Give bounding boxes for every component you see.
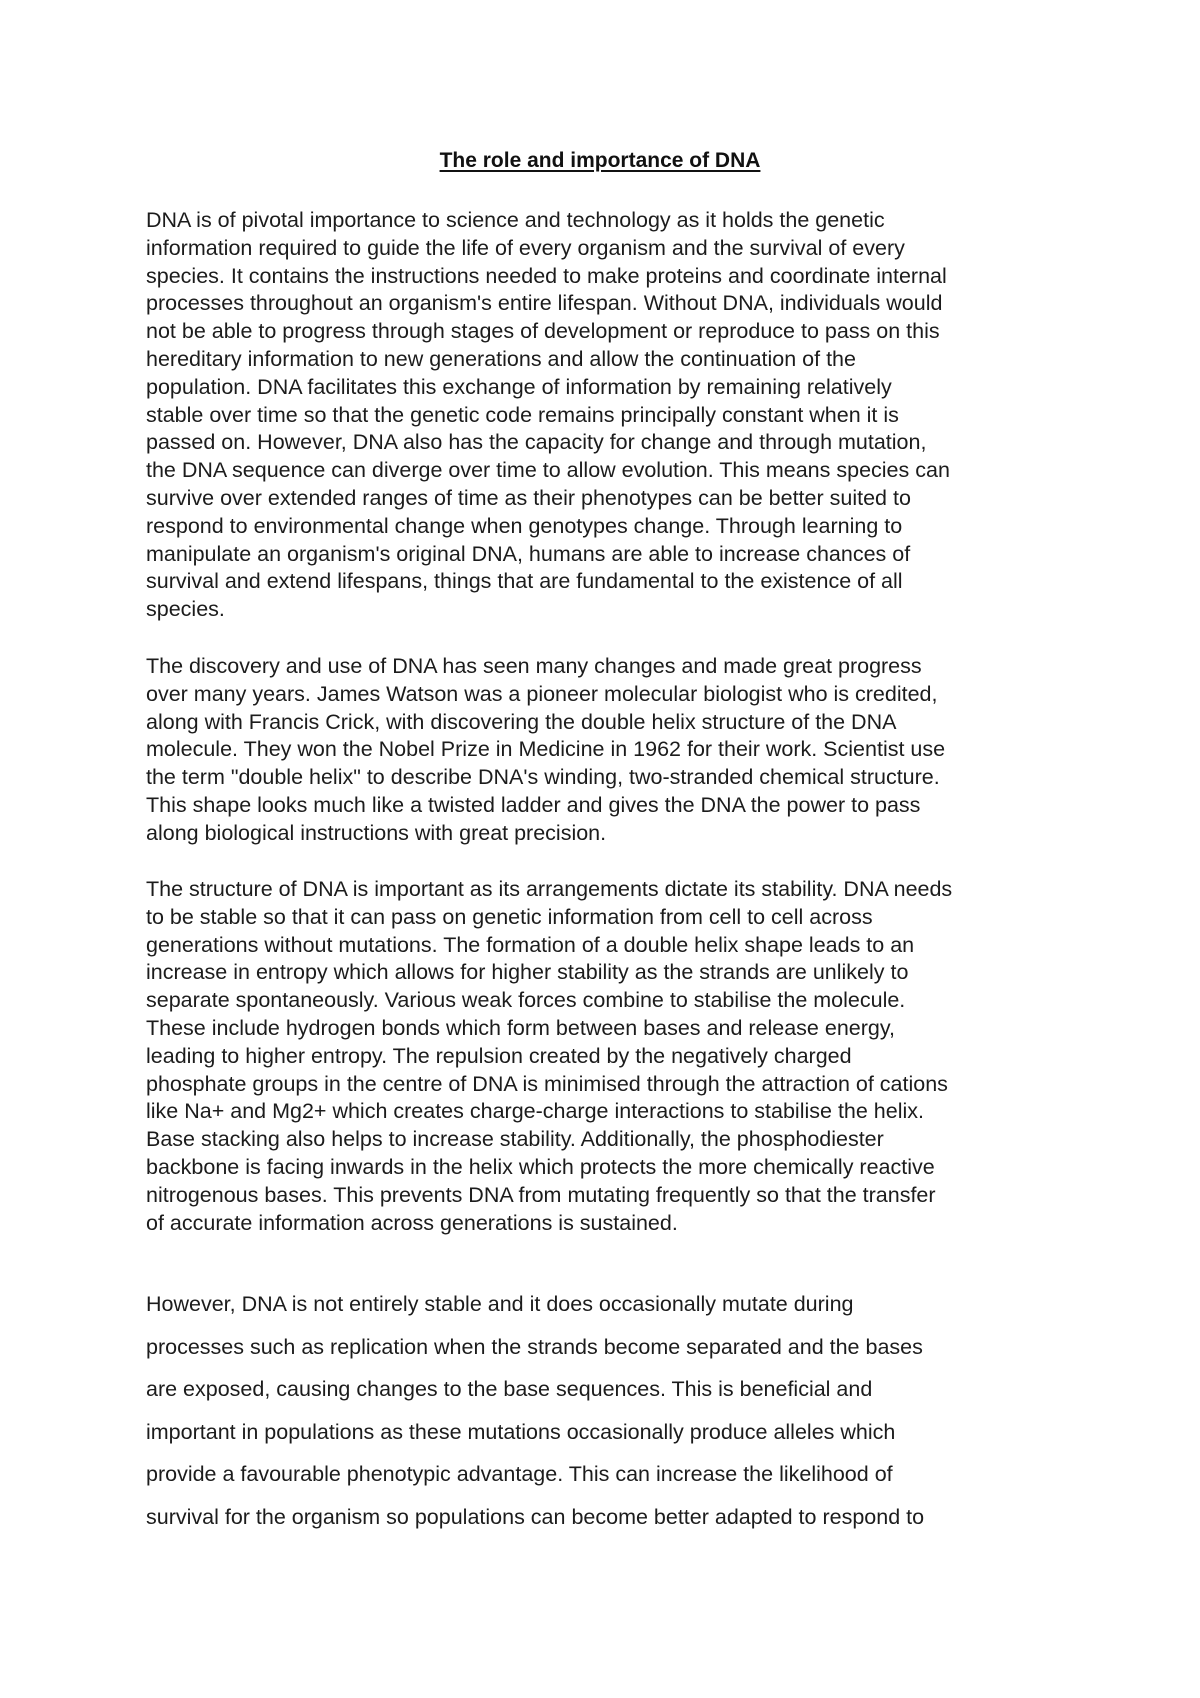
text-line: the term "double helix" to describe DNA's winding, two-stranded chemical structure. [146,765,940,790]
text-line: manipulate an organism's original DNA, humans are able to increase chances of [146,541,911,566]
text-line: generations without mutations. The formation of a double helix shape leads to an [146,932,915,957]
document-title: The role and importance of DNA [439,149,761,172]
text-line: are exposed, causing changes to the base sequences. This is beneficial and [146,1377,873,1402]
text-line: survive over extended ranges of time as their phenotypes can be better suited to [146,485,911,510]
text-line: However, DNA is not entirely stable and it does occasionally mutate during [146,1292,854,1316]
text-line: to be stable so that it can pass on genetic information from cell to cell across [146,904,873,929]
paragraph-1 [146,207,1076,624]
text-line: Base stacking also helps to increase stability. Additionally, the phosphodiester [146,1127,884,1152]
text-line: like Na+ and Mg2+ which creates charge-charge interactions to stabilise the helix. [146,1099,924,1124]
paragraph-2 [146,653,1076,848]
text-line: The structure of DNA is important as its arrangements dictate its stability. DNA needs [146,877,953,901]
text-line: information required to guide the life of every organism and the survival of every [146,235,905,260]
text-line: species. [146,597,225,622]
text-line: separate spontaneously. Various weak forces combine to stabilise the molecule. [146,988,906,1013]
paragraph-3 [146,876,1076,1237]
text-line: provide a favourable phenotypic advantage. This can increase the likelihood of [146,1462,893,1487]
text-line: important in populations as these mutations occasionally produce alleles which [146,1419,896,1444]
text-line: survival for the organism so populations can become better adapted to respond to [146,1504,925,1529]
text-line: processes throughout an organism's entire lifespan. Without DNA, individuals would [146,291,943,316]
text-line: of accurate information across generations is sustained. [146,1210,678,1235]
text-line: hereditary information to new generations and allow the continuation of the [146,346,856,371]
text-line: over many years. James Watson was a pioneer molecular biologist who is credited, [146,681,938,706]
text-line: backbone is facing inwards in the helix which protects the more chemically reactive [146,1154,935,1179]
paragraph-4 [146,1283,1076,1539]
text-line: stable over time so that the genetic code remains principally constant when it is [146,402,899,427]
text-line: the DNA sequence can diverge over time to allow evolution. This means species can [146,458,950,483]
text-line: along with Francis Crick, with discovering the double helix structure of the DNA [146,709,897,734]
text-line: species. It contains the instructions needed to make proteins and coordinate internal [146,263,947,288]
text-line: respond to environmental change when genotypes change. Through learning to [146,513,903,538]
text-line: increase in entropy which allows for higher stability as the strands are unlikely to [146,960,909,985]
text-line: processes such as replication when the strands become separated and the bases [146,1334,923,1359]
text-line: nitrogenous bases. This prevents DNA from mutating frequently so that the transfer [146,1182,936,1207]
text-line: passed on. However, DNA also has the capacity for change and through mutation, [146,430,927,455]
text-line: not be able to progress through stages of development or reproduce to pass on this [146,319,940,344]
text-line: This shape looks much like a twisted ladder and gives the DNA the power to pass [146,792,921,817]
text-line: along biological instructions with great precision. [146,820,607,845]
text-line: phosphate groups in the centre of DNA is minimised through the attraction of cations [146,1071,948,1096]
text-line: molecule. They won the Nobel Prize in Medicine in 1962 for their work. Scientist use [146,737,946,762]
text-line: These include hydrogen bonds which form between bases and release energy, [146,1015,895,1040]
text-line: population. DNA facilitates this exchange of information by remaining relatively [146,374,892,399]
text-line: survival and extend lifespans, things that are fundamental to the existence of all [146,569,903,594]
text-line: leading to higher entropy. The repulsion created by the negatively charged [146,1043,852,1068]
text-line: The discovery and use of DNA has seen many changes and made great progress [146,654,922,678]
text-line: DNA is of pivotal importance to science and technology as it holds the genetic [146,208,885,232]
